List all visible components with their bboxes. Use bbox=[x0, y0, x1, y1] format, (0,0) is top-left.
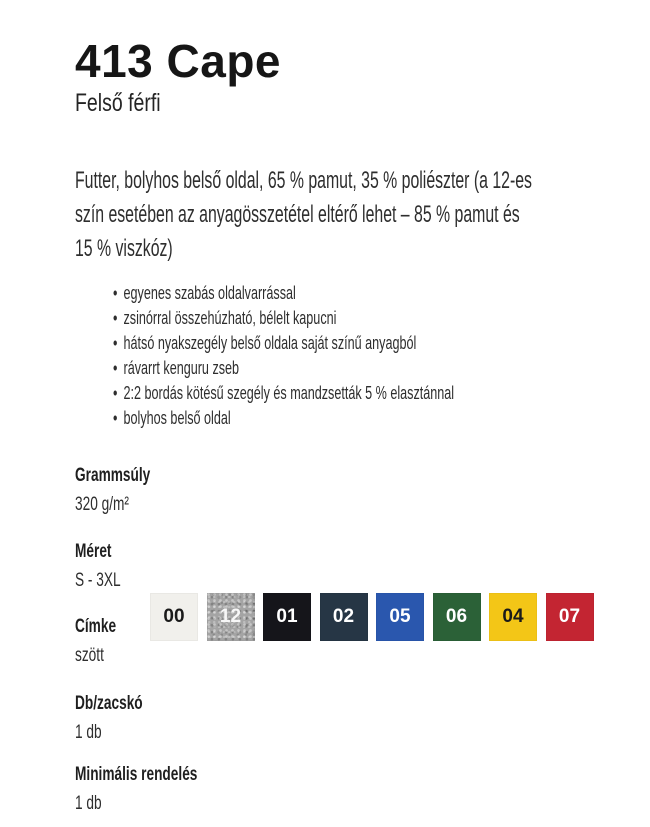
color-swatch-12-heather-gray: 12 bbox=[207, 593, 255, 641]
spec-minimum-order-label: Minimális rendelés bbox=[75, 764, 198, 785]
feature-item: • zsinórral összehúzható, bélelt kapucni bbox=[113, 306, 454, 331]
page-title: 413 Cape bbox=[75, 35, 282, 87]
description-line: 15 % viszkóz) bbox=[75, 235, 173, 262]
spec-weight-label: Grammsúly bbox=[75, 465, 151, 486]
spec-pcs-per-bag-value: 1 db bbox=[75, 722, 102, 743]
spec-pcs-per-bag-label: Db/zacskó bbox=[75, 693, 143, 714]
spec-weight-value: 320 g/m² bbox=[75, 494, 129, 515]
color-swatch-05-royal-blue: 05 bbox=[376, 593, 424, 641]
spec-tag-label: Címke bbox=[75, 616, 117, 637]
feature-item: • 2:2 bordás kötésű szegély és mandzsetták 5 % elasztánnal bbox=[113, 381, 454, 406]
color-swatch-02-navy: 02 bbox=[320, 593, 368, 641]
feature-item: • hátsó nyakszegély belső oldala saját színű anyagból bbox=[113, 331, 454, 356]
feature-item: • rávarrt kenguru zseb bbox=[113, 356, 454, 381]
feature-list bbox=[113, 281, 600, 431]
feature-item: • bolyhos belső oldal bbox=[113, 406, 454, 431]
feature-item: • egyenes szabás oldalvarrással bbox=[113, 281, 454, 306]
page-subtitle: Felső férfi bbox=[75, 89, 161, 117]
color-swatch-00-white: 00 bbox=[150, 593, 198, 641]
color-swatch-07-red: 07 bbox=[546, 593, 594, 641]
spec-tag-value: szött bbox=[75, 645, 104, 666]
product-description bbox=[75, 164, 650, 266]
description-line: Futter, bolyhos belső oldal, 65 % pamut, 35 % poliészter (a 12-es bbox=[75, 167, 532, 194]
color-swatch-row bbox=[150, 593, 594, 641]
color-swatch-06-green: 06 bbox=[433, 593, 481, 641]
spec-size-label: Méret bbox=[75, 541, 112, 562]
color-swatch-04-yellow: 04 bbox=[489, 593, 537, 641]
color-swatch-01-black: 01 bbox=[263, 593, 311, 641]
spec-minimum-order-value: 1 db bbox=[75, 793, 102, 814]
spec-size-value: S - 3XL bbox=[75, 570, 121, 591]
description-line: szín esetében az anyagösszetétel eltérő lehet – 85 % pamut és bbox=[75, 201, 520, 228]
